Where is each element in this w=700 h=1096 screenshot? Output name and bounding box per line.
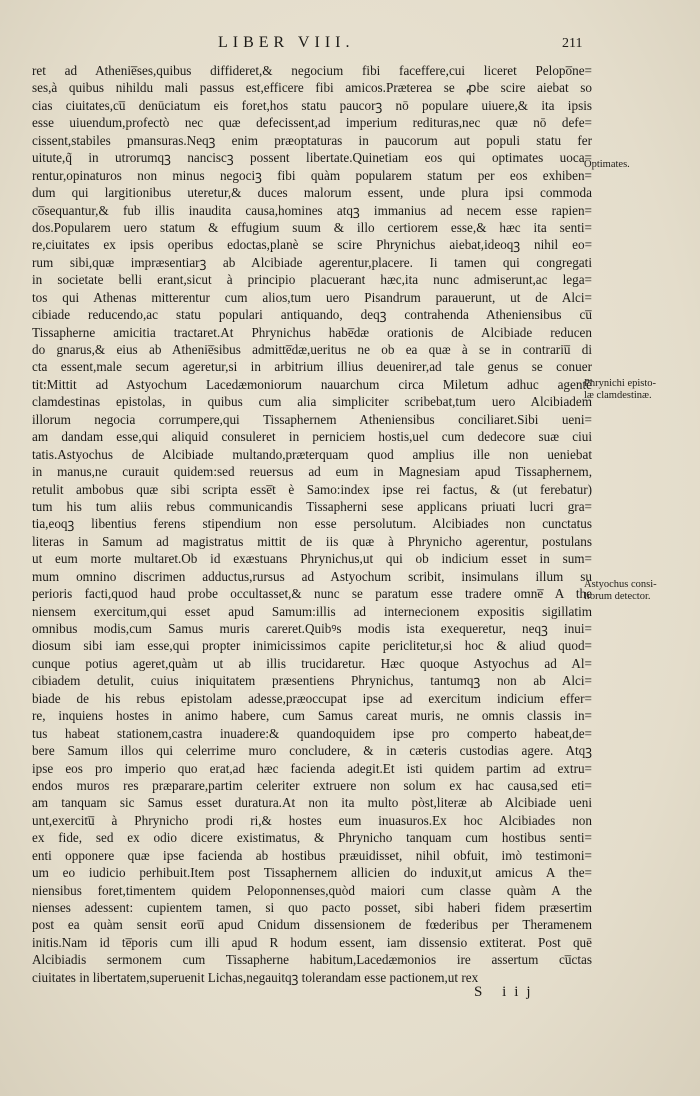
text-line: tum his tum aliis rebus communicandis Tissapherni sese applicans priuati lucri gra=	[32, 498, 592, 514]
text-line: tatis.Astyochus de Alcibiade multando,præterquam quod amplius ille non ueniebat	[32, 446, 592, 462]
text-line: tit:Mittit ad Astyochum Lacedæmoniorum nauarchum circa Miletum adhuc agente̅	[32, 376, 592, 392]
text-line: dos.Popularem uero statum & effugium suum & illo certiorem esse,& hæc ita senti=	[32, 219, 592, 235]
text-line: post ea quàm sensit eoru̅ apud Cnidum dissensionem de fœderibus per Theramenem	[32, 917, 592, 933]
running-head: LIBER VIII.	[218, 34, 355, 51]
text-line: ciuitates in libertatem,superuenit Lichas,negauitqꝫ tolerandam esse pactionem,ut rex	[32, 969, 479, 985]
running-header	[0, 34, 700, 58]
text-line: cunque potius ageret,quàm ut ab illis trucidaretur. Hæc quoque Astyochus ad Al=	[32, 655, 592, 671]
margin-note-optimates: Optimates.	[584, 159, 630, 170]
text-line: am tanquam sic Samus esset duratura.At non ita multo pòst,literæ ab Alcibiade ueni	[32, 795, 592, 811]
text-line: mum omnino discrimen adductus,rursus ad Astyochum scribit, insimulans illum su	[32, 568, 592, 584]
text-line: uitute,q̃ in utrorumqꝫ nanciscꝫ possent libertate.Quinetiam eos qui optimates uoca=	[32, 150, 592, 166]
text-line: endos muros res præparare,partim celeriter extruere non solum ex hac causa,sed eti=	[32, 777, 592, 793]
text-line: ret ad Athenie̅ses,quibus diffideret,& negocium fibi faceffere,cui liceret Pelopo̅ne=	[32, 63, 592, 78]
text-line: rentur,opinaturos non minus negociꝫ fibi quàm popularem statum per eos exhiben=	[32, 167, 592, 183]
text-line: cibiade reducendo,ac statu populari antiquando, deqꝫ contrahenda Atheniensibus cu̅	[32, 307, 592, 323]
text-line: unt,exercitu̅ à Phrynicho prodi ri,& hostes eum inuasuros.Ex hoc Alcibiades non	[32, 812, 592, 828]
text-line: esse uiuendum,profectò nec quæ defecissent,ad imperium redituras,nec quæ nō defe=	[32, 115, 592, 131]
text-line: tia,eoqꝫ libentius ferens stipendium non esse persolutum. Alcibiades non cunctatus	[32, 516, 592, 532]
text-line: retulit ambobus quæ sibi scripta esse̅t è Samo:index ipse rei factus, & (ut ferebatur)	[32, 481, 592, 497]
text-line: ipse eos pro imperio quo erat,ad hæc facienda adegit.Et isti quidem partim ad extru=	[32, 760, 592, 776]
text-line: literas in Samum ad magistratus mittit de iis quæ à Phrynicho agerentur, postulans	[32, 533, 592, 549]
margin-note-phrynichi-1: Phrynichi episto-	[584, 378, 657, 389]
text-line: do gnarus,& eius ab Athenie̅sibus admitte̅dæ,ueritus ne ob ea quæ à se in contrariu̅ di	[32, 342, 592, 357]
text-line: ses,à quibus nihildu mali passus est,efficere fibi amicos.Præterea se ꝓbe scire aiebat so	[32, 80, 592, 96]
text-line: niensem exercitum,qui esset apud Samum:illis ad internecionem expositis sigillatim	[32, 603, 592, 619]
text-line: co̅sequantur,& fub illis inaudita causa,homines atqꝫ immanius ad necem esse rapien=	[32, 202, 592, 218]
text-line: tus habeat stationem,castra inuadere:& quandoquidem ipse pro comperto habeat,de=	[32, 725, 592, 741]
text-line: in societate belli erant,sicut à principio placuerant hæc,ita nunc admiserunt,ac lega=	[32, 272, 592, 288]
text-line: perioris facti,quod haud probe occultasset,& nunc se paratum esse tradere omne̅ A the	[32, 586, 592, 602]
body-text	[32, 62, 592, 986]
text-line: Tissapherne amicitia tractaret.At Phrynichus habe̅dæ orationis de Alcibiade reducen	[32, 324, 592, 340]
text-line: cta essent,male secum ageretur,si in arbitrium illius deuenirer,ad tale genus se conuer	[32, 359, 592, 375]
signature-mark: S iij	[474, 984, 539, 1000]
text-line: tos qui Athenas mitterentur cum alios,tum uero Pisandrum parauerunt, ut de Alci=	[32, 289, 592, 305]
text-line: Alcibiadis sermonem cum Tissapherne habitum,Lacedæmonios ire assertum cu̅ctas	[32, 952, 592, 968]
margin-note-astyochus-2: liorum detector.	[584, 591, 651, 602]
text-line: clamdestinas epistolas, in quibus cum alia simpliciter scribebat,tum uero Alcibiadem	[32, 394, 592, 410]
text-line: diosum sibi iam esse,qui propter inimicissimos capite periclitetur,si hoc & aliud quod=	[32, 638, 592, 654]
text-line: rum sibi,quæ impræsentiarꝫ ab Alcibiade agerentur,placere. Ii tamen qui congregati	[32, 254, 592, 270]
text-line: illorum negocia corrumpere,qui Tissaphernem Atheniensibus conciliaret.Sibi ueni=	[32, 411, 592, 427]
text-line: bere Samum illos qui celerrime muro concludere, & in cæteris custodias agere. Atqꝫ	[32, 743, 592, 759]
folio-number: 211	[562, 36, 583, 51]
text-line: biade de his rebus epistolam adesse,præoccupat ipse ad exercitum indicium effer=	[32, 690, 592, 706]
margin-note-phrynichi-2: læ clamdestinæ.	[584, 390, 652, 401]
text-line: niensibus foret,timentem quidem Peloponnenses,quòd maiori cum classe quàm A the	[32, 882, 592, 898]
text-line: dum qui largitionibus uteretur,& duces malorum essent, unde plura ipsi commoda	[32, 185, 592, 201]
text-line: in manus,ne curauit quidem:sed reuersus ad eum in Magnesiam apud Tissaphernem,	[32, 464, 592, 480]
text-line: enti opponere quæ ipse facienda ab hostibus præuidisset, nihil obfuit, imò testimoni=	[32, 847, 592, 863]
text-line: cias ciuitates,cu̅ denūciatum eis foret,hos statu paucorꝫ nō populare uiuere,& ita ipsis	[32, 97, 592, 113]
text-line: nienses adessent: cupientem tamen, si quo pacto posset, sibi haberi fidem præsertim	[32, 900, 592, 915]
text-line: ex fide, sed ex odio dicere existimatus, & Phrynicho tanquam cum hostibus senti=	[32, 830, 592, 846]
text-line: re,ciuitates ex ipsis operibus edoctas,planè se scire Phrynichus aiebat,ideoqꝫ nihil eo=	[32, 237, 592, 253]
text-line: am dandam esse,qui aliquid consuleret in perniciem hostis,uel cum dedecore suæ ciui	[32, 429, 592, 445]
text-line: initis.Nam id te̅poris cum illi apud R hodum essent, iam dissensio extiterat. Post quē	[32, 934, 592, 950]
text-line: cibiadem detulit, cuius iniquitatem præsentiens Phrynichus, tantumqꝫ non ab Alci=	[32, 673, 592, 689]
text-line: um eo iudicio perhibuit.Item post Tissaphernem allicien do induxit,ut amicus A the=	[32, 865, 592, 881]
text-line: re, inquiens hostes in animo habere, cum Samus careat muris, ne omnis classis in=	[32, 708, 592, 724]
text-line: ut eum morte multaret.Ob id exæstuans Phrynichus,ut qui ob indicium esset in sum=	[32, 551, 592, 567]
text-line: cissent,stabiles pmansuras.Neqꝫ enim præoptaturas in paucorum aut populi statu fer	[32, 132, 592, 148]
text-line: omnibus modis,cum Samus muris careret.Quibꝰs modis ista exequeretur, neqꝫ inui=	[32, 621, 592, 636]
margin-note-astyochus-1: Astyochus consi-	[584, 579, 657, 590]
